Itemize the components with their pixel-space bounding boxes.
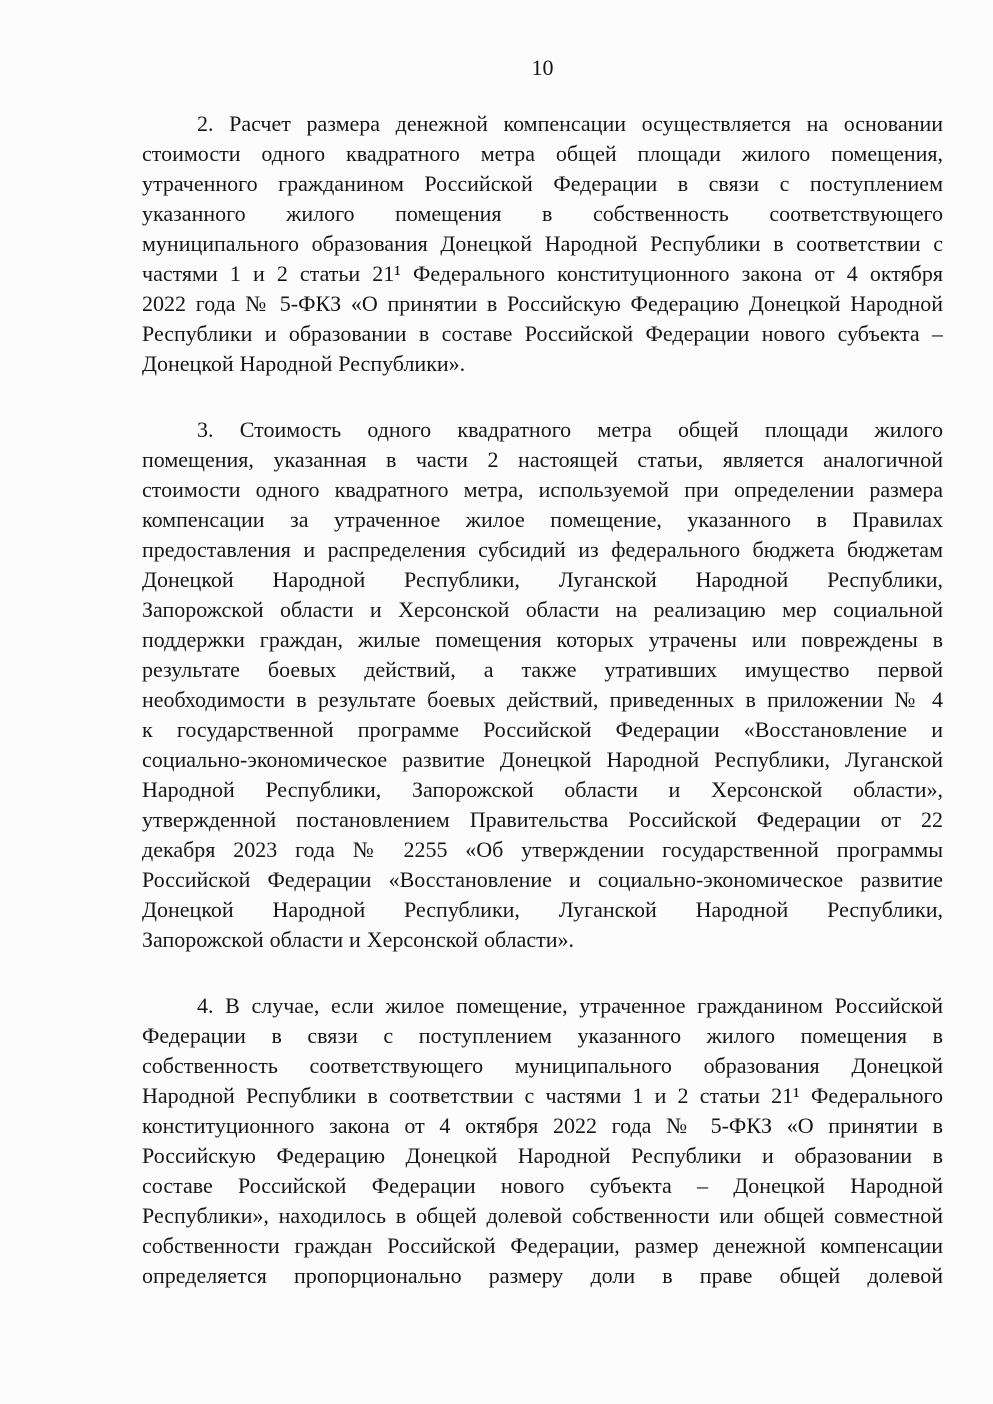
paragraph bbox=[142, 991, 943, 1291]
text-line: предоставления и распределения субсидий из федерального бюджета бюджетам bbox=[142, 537, 943, 562]
text-line: собственности граждан Российской Федерации, размер денежной компенсации bbox=[142, 1233, 943, 1258]
text-line: утраченного гражданином Российской Федерации в связи с поступлением bbox=[142, 171, 943, 196]
text-line: 3. Стоимость одного квадратного метра общей площади жилого bbox=[197, 417, 943, 442]
text-line: Республики и образовании в составе Российской Федерации нового субъекта – bbox=[142, 321, 943, 346]
text-line: стоимости одного квадратного метра, используемой при определении размера bbox=[142, 477, 943, 502]
text-line: компенсации за утраченное жилое помещение, указанного в Правилах bbox=[142, 507, 943, 532]
text-line: Запорожской области и Херсонской области на реализацию мер социальной bbox=[142, 597, 943, 622]
text-line: 2. Расчет размера денежной компенсации осуществляется на основании bbox=[197, 111, 943, 136]
text-line: необходимости в результате боевых действий, приведенных в приложении № 4 bbox=[142, 687, 943, 712]
text-line: Донецкой Народной Республики, Луганской Народной Республики, bbox=[142, 897, 943, 922]
page-number: 10 bbox=[531, 55, 554, 80]
text-line: Российской Федерации «Восстановление и социально-экономическое развитие bbox=[142, 867, 943, 892]
text-line: частями 1 и 2 статьи 21¹ Федерального конституционного закона от 4 октября bbox=[142, 261, 943, 286]
paragraph bbox=[142, 415, 943, 955]
text-line: Республики», находилось в общей долевой собственности или общей совместной bbox=[142, 1203, 943, 1228]
text-line: социально-экономическое развитие Донецкой Народной Республики, Луганской bbox=[142, 747, 943, 772]
text-line: определяется пропорционально размеру доли в праве общей долевой bbox=[142, 1263, 943, 1288]
text-line: Народной Республики в соответствии с частями 1 и 2 статьи 21¹ Федерального bbox=[142, 1083, 943, 1108]
text-line: 4. В случае, если жилое помещение, утраченное гражданином Российской bbox=[197, 993, 943, 1018]
text-line: Народной Республики, Запорожской области и Херсонской области», bbox=[142, 777, 943, 802]
text-line: Донецкой Народной Республики, Луганской Народной Республики, bbox=[142, 567, 943, 592]
text-line: собственность соответствующего муниципального образования Донецкой bbox=[142, 1053, 943, 1078]
text-line: муниципального образования Донецкой Народной Республики в соответствии с bbox=[142, 231, 943, 256]
text-line: стоимости одного квадратного метра общей площади жилого помещения, bbox=[142, 141, 943, 166]
paragraph bbox=[142, 109, 943, 379]
text-line: помещения, указанная в части 2 настоящей статьи, является аналогичной bbox=[142, 447, 943, 472]
text-line: утвержденной постановлением Правительства Российской Федерации от 22 bbox=[142, 807, 943, 832]
text-line: Донецкой Народной Республики». bbox=[142, 351, 466, 376]
text-line: 2022 года № 5-ФКЗ «О принятии в Российскую Федерацию Донецкой Народной bbox=[142, 291, 943, 316]
text-line: Федерации в связи с поступлением указанного жилого помещения в bbox=[142, 1023, 943, 1048]
page-content bbox=[142, 57, 943, 1291]
text-line: результате боевых действий, а также утративших имущество первой bbox=[142, 657, 943, 682]
text-line: составе Российской Федерации нового субъекта – Донецкой Народной bbox=[142, 1173, 943, 1198]
text-line: Запорожской области и Херсонской области». bbox=[142, 927, 575, 952]
text-line: указанного жилого помещения в собственность соответствующего bbox=[142, 201, 943, 226]
text-line: поддержки граждан, жилые помещения которых утрачены или повреждены в bbox=[142, 627, 943, 652]
text-line: декабря 2023 года № 2255 «Об утверждении государственной программы bbox=[142, 837, 943, 862]
text-line: конституционного закона от 4 октября 2022 года № 5-ФКЗ «О принятии в bbox=[142, 1113, 943, 1138]
text-line: Российскую Федерацию Донецкой Народной Республики и образовании в bbox=[142, 1143, 943, 1168]
text-line: к государственной программе Российской Федерации «Восстановление и bbox=[142, 717, 943, 742]
document-body bbox=[142, 109, 943, 1291]
